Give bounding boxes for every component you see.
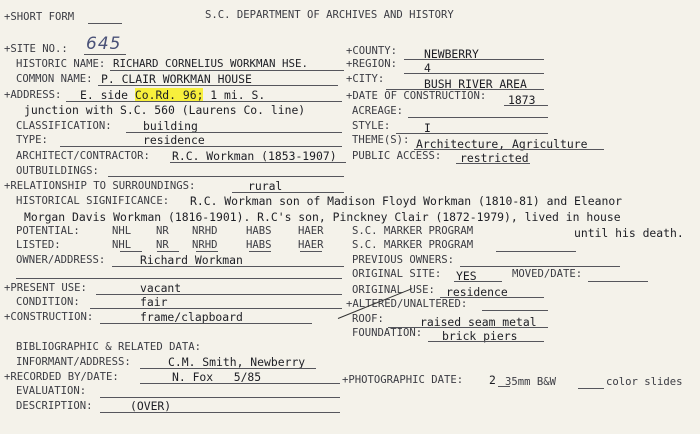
condition-label: CONDITION: [16, 296, 80, 308]
county-value: NEWBERRY [424, 47, 479, 61]
region-value: 4 [424, 61, 431, 75]
site-no-value: 645 [86, 34, 122, 54]
architect-label: ARCHITECT/CONTRACTOR: [16, 150, 150, 162]
informant-line [140, 368, 316, 369]
present-use-line [96, 294, 342, 295]
foundation-line [428, 341, 544, 342]
address-label: +ADDRESS: [4, 89, 62, 101]
bibliographic-label: BIBLIOGRAPHIC & RELATED DATA: [16, 341, 201, 353]
listed-nr: NR [156, 239, 169, 251]
listed-haer: HAER [298, 239, 324, 251]
potential-nr: NR [156, 225, 169, 237]
date-construction-line [504, 105, 548, 106]
construction-line [100, 323, 312, 324]
altered-label: ALTERED [352, 298, 398, 310]
potential-habs: HABS [246, 225, 272, 237]
classification-value: building [143, 119, 198, 133]
historic-name-value: RICHARD CORNELIUS WORKMAN HSE. [113, 57, 309, 70]
date-construction-value: 1873 [508, 93, 536, 107]
outbuildings-line [108, 176, 344, 177]
relationship-value: rural [248, 179, 283, 193]
region-line [404, 73, 544, 74]
public-access-value: restricted [460, 151, 529, 165]
historic-name-label: HISTORIC NAME: [16, 58, 106, 70]
historic-name-line [110, 70, 344, 71]
listed-habs: HABS [246, 239, 272, 251]
original-site-value: YES [456, 269, 477, 283]
construction-value: frame/clapboard [140, 310, 243, 324]
foundation-value: brick piers [442, 329, 518, 343]
short-form-label: +SHORT FORM [4, 11, 75, 23]
owner-line-2 [16, 278, 342, 279]
marker-program-2: S.C. MARKER PROGRAM [352, 239, 474, 251]
recorded-value: N. Fox 5/85 [172, 370, 262, 384]
common-name-line [98, 85, 338, 86]
previous-owners-label: PREVIOUS OWNERS: [352, 254, 455, 266]
listed-nrhd: NRHD [192, 239, 218, 251]
potential-label: POTENTIAL: [16, 225, 80, 237]
condition-line [90, 308, 342, 309]
department-title: S.C. DEPARTMENT OF ARCHIVES AND HISTORY [205, 9, 454, 21]
significance-line-1: R.C. Workman son of Madison Floyd Workman (1810-81) and Eleanor [190, 194, 623, 208]
original-use-value: residence [446, 285, 508, 299]
roof-value: raised seam metal [420, 315, 537, 329]
listed-nhl: NHL [112, 239, 132, 251]
listed-haer-blank [300, 251, 322, 252]
address-part-a: E. side [80, 88, 135, 102]
public-access-label: PUBLIC ACCESS: [352, 150, 442, 162]
owner-value: Richard Workman [140, 253, 243, 267]
relationship-line [232, 192, 344, 193]
type-line [60, 146, 342, 147]
site-no-label: +SITE NO.: [4, 43, 68, 55]
informant-value: C.M. Smith, Newberry [168, 355, 306, 369]
original-site-line [454, 281, 502, 282]
city-value: BUSH RIVER AREA [424, 77, 527, 91]
listed-nhl-blank [120, 251, 142, 252]
themes-line [414, 149, 604, 150]
evaluation-label: EVALUATION: [16, 385, 87, 397]
marker-program-line [496, 251, 576, 252]
description-label: DESCRIPTION: [16, 400, 93, 412]
address-line-1 [80, 89, 265, 101]
type-value: residence [143, 133, 205, 147]
address-line-rule [66, 101, 342, 102]
site-no-line [84, 54, 126, 55]
photo-count-value: 2 [489, 373, 496, 387]
listed-habs-blank [249, 251, 271, 252]
type-label: TYPE: [16, 134, 48, 146]
owner-label: OWNER/ADDRESS: [16, 254, 106, 266]
relationship-label: +RELATIONSHIP TO SURROUNDINGS: [4, 180, 196, 192]
highlighted-road: Co.Rd. 96; [134, 88, 204, 102]
potential-haer: HAER [298, 225, 324, 237]
listed-nr-blank [157, 251, 179, 252]
moved-date-label: MOVED/DATE: [512, 268, 583, 280]
public-access-line [456, 163, 530, 164]
significance-line-2: Morgan Davis Workman (1816-1901). R.C's son, Pinckney Clair (1872-1979), lived in house [24, 210, 621, 224]
marker-program-1: S.C. MARKER PROGRAM [352, 225, 474, 237]
style-value: I [424, 121, 431, 135]
original-site-label: ORIGINAL SITE: [352, 268, 442, 280]
construction-label: +CONSTRUCTION: [4, 311, 94, 323]
previous-owners-line [460, 266, 620, 267]
address-line-2: junction with S.C. 560 (Laurens Co. line) [24, 103, 306, 117]
region-label: +REGION: [346, 58, 398, 70]
potential-nhl: NHL [112, 225, 132, 237]
themes-label: THEME(S): [352, 134, 410, 146]
short-form-line [88, 23, 122, 24]
recorded-line [140, 383, 340, 384]
acreage-label: ACREAGE: [352, 105, 404, 117]
architect-line [170, 162, 346, 163]
address-part-c: 1 mi. S. [203, 88, 266, 102]
present-use-label: +PRESENT USE: [4, 282, 87, 294]
county-line [404, 59, 544, 60]
style-label: STYLE: [352, 120, 391, 132]
county-label: +COUNTY: [346, 45, 398, 57]
photographic-date-label: +PHOTOGRAPHIC DATE: [342, 374, 464, 386]
style-line [396, 133, 548, 134]
foundation-label: FOUNDATION: [352, 327, 423, 339]
listed-nrhd-blank [196, 251, 218, 252]
architect-value: R.C. Workman (1853-1907) [172, 149, 337, 163]
condition-value: fair [140, 295, 168, 309]
acreage-line [408, 117, 548, 118]
present-use-value: vacant [140, 281, 182, 295]
description-value: (OVER) [130, 399, 172, 413]
description-line [100, 412, 340, 413]
altered-prefix: + [346, 298, 353, 310]
unaltered-label: /UNALTERED: [397, 298, 468, 310]
date-construction-label: +DATE OF CONSTRUCTION: [346, 90, 487, 102]
photo-35mm-label: 35mm B&W [505, 376, 557, 388]
informant-label: INFORMANT/ADDRESS: [16, 356, 131, 368]
color-slides-label: color slides [606, 376, 683, 388]
outbuildings-label: OUTBUILDINGS: [16, 165, 99, 177]
owner-line [112, 266, 344, 267]
recorded-label: +RECORDED BY/DATE: [4, 371, 119, 383]
color-slides-line [578, 388, 604, 389]
moved-date-line [588, 281, 648, 282]
evaluation-line [100, 397, 340, 398]
city-label: +CITY: [346, 73, 385, 85]
significance-line-3: until his death. [574, 226, 684, 240]
altered-line [482, 310, 548, 311]
significance-label: HISTORICAL SIGNIFICANCE: [16, 195, 170, 207]
common-name-value: P. CLAIR WORKMAN HOUSE [101, 72, 252, 86]
potential-nrhd: NRHD [192, 225, 218, 237]
themes-value: Architecture, Agriculture [416, 137, 588, 151]
original-use-label: ORIGINAL USE: [352, 284, 435, 296]
roof-label: ROOF: [352, 313, 384, 325]
classification-label: CLASSIFICATION: [16, 120, 112, 132]
listed-label: LISTED: [16, 239, 61, 251]
common-name-label: COMMON NAME: [16, 73, 93, 85]
